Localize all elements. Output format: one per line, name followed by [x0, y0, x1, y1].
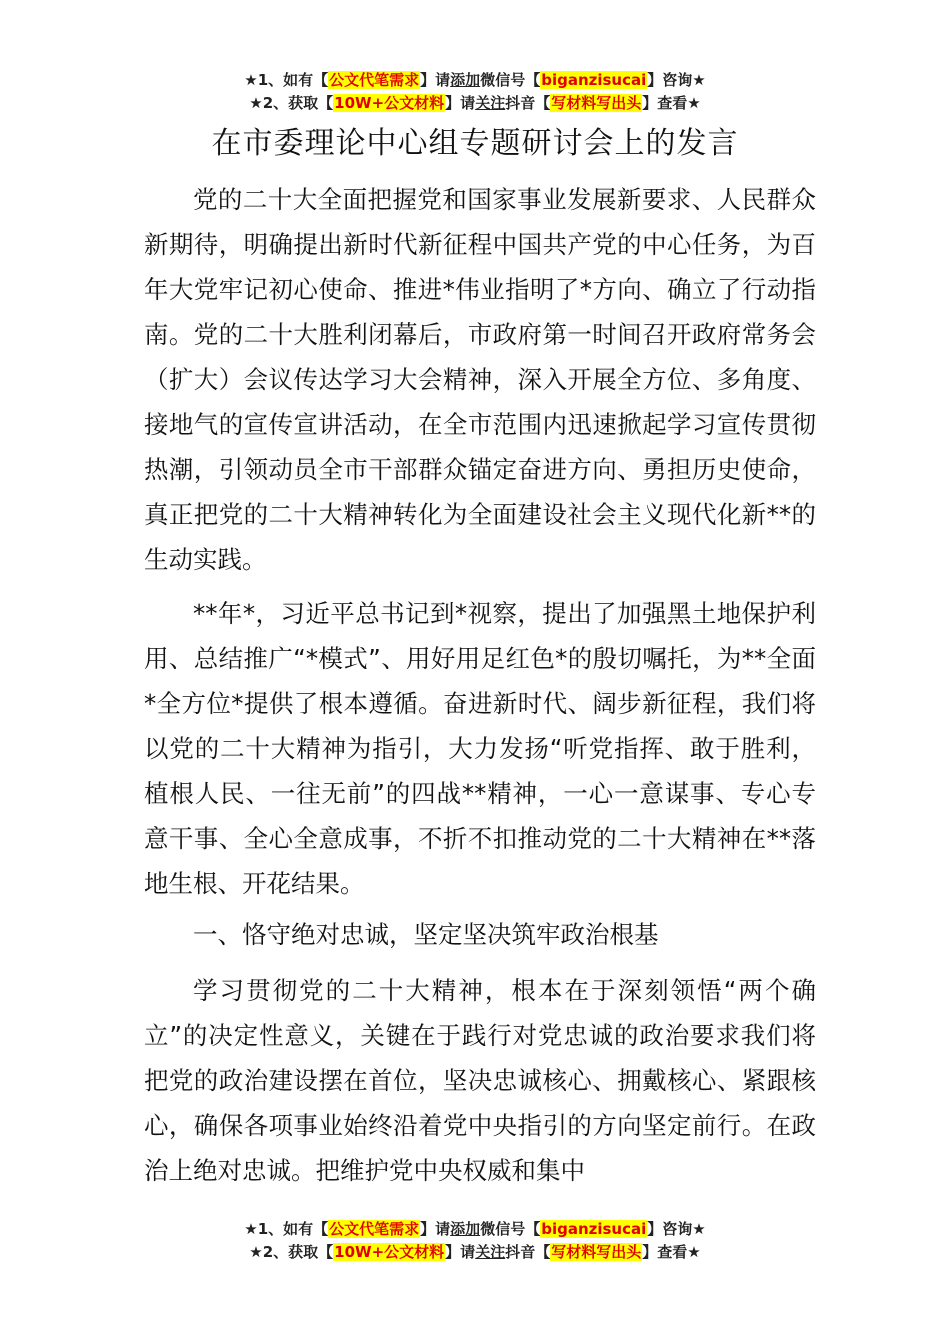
promo-text: 】咨询	[647, 71, 693, 89]
star-icon: ★	[249, 94, 263, 112]
promo-highlight: 写材料写出头	[551, 94, 642, 112]
promo-text: 】咨询	[647, 1220, 693, 1238]
promo-text: 】查看	[642, 1243, 688, 1261]
promo-highlight: 公文代笔需求	[329, 1220, 420, 1238]
promo-text: 】查看	[642, 94, 688, 112]
promo-text: 】请	[420, 71, 451, 89]
paragraph: **年*，习近平总书记到*视察，提出了加强黑土地保护利用、总结推广“*模式”、用好用足红色*的殷切嘱托，为**全面*全方位*提供了根本遵循。奋进新时代、阔步新征程，我们将以党的二十大精神为指引，大力发扬“听党指挥、敢于胜利，植根人民、一往无前”的四战**精神，一心一意谋事、专心专意干事、全心全意成事，不折不扣推动党的二十大精神在**落地生根、开花结果。	[144, 599, 816, 898]
promo-text: 】请	[445, 94, 476, 112]
promo-banner-bottom	[0, 1218, 950, 1264]
star-icon: ★	[692, 71, 706, 89]
promo-highlight: biganzisucai	[541, 1220, 647, 1238]
promo-text: 1、如有【	[257, 71, 329, 89]
promo-line-1	[0, 1218, 950, 1241]
star-icon: ★	[244, 71, 258, 89]
section-heading: 一、恪守绝对忠诚，坚定坚决筑牢政治根基	[193, 920, 659, 949]
promo-highlight: 公文代笔需求	[329, 71, 420, 89]
promo-text: 1、如有【	[257, 1220, 329, 1238]
star-icon: ★	[244, 1220, 258, 1238]
paragraph: 党的二十大全面把握党和国家事业发展新要求、人民群众新期待，明确提出新时代新征程中国共产党的中心任务，为百年大党牢记初心使命、推进*伟业指明了*方向、确立了行动指南。党的二十大胜利闭幕后，市政府第一时间召开政府常务会（扩大）会议传达学习大会精神，深入开展全方位、多角度、接地气的宣传宣讲活动，在全市范围内迅速掀起学习宣传贯彻热潮，引领动员全市干部群众锚定奋进方向、勇担历史使命，真正把党的二十大精神转化为全面建设社会主义现代化新**的生动实践。	[144, 185, 816, 574]
promo-banner-top	[0, 69, 950, 115]
promo-text: 抖音【	[505, 94, 551, 112]
star-icon: ★	[249, 1243, 263, 1261]
promo-text: 微信号【	[480, 71, 541, 89]
promo-line-2	[0, 1241, 950, 1264]
promo-highlight: 10W+公文材料	[334, 1243, 445, 1261]
star-icon: ★	[687, 1243, 701, 1261]
promo-line-1	[0, 69, 950, 92]
promo-text: 2、获取【	[262, 94, 334, 112]
star-icon: ★	[692, 1220, 706, 1238]
promo-underline: 关注	[475, 1243, 506, 1261]
promo-text: 】请	[445, 1243, 476, 1261]
promo-text: 抖音【	[505, 1243, 551, 1261]
document-body	[144, 177, 816, 1193]
document-title: 在市委理论中心组专题研讨会上的发言	[211, 126, 739, 161]
promo-highlight: 写材料写出头	[551, 1243, 642, 1261]
promo-text: 微信号【	[480, 1220, 541, 1238]
star-icon: ★	[687, 94, 701, 112]
promo-line-2	[0, 92, 950, 115]
promo-underline: 添加	[450, 1220, 481, 1238]
promo-text: 2、获取【	[262, 1243, 334, 1261]
promo-highlight: biganzisucai	[541, 71, 647, 89]
promo-highlight: 10W+公文材料	[334, 94, 445, 112]
promo-text: 】请	[420, 1220, 451, 1238]
promo-underline: 关注	[475, 94, 506, 112]
paragraph: 学习贯彻党的二十大精神，根本在于深刻领悟“两个确立”的决定性意义，关键在于践行对党忠诚的政治要求我们将把党的政治建设摆在首位，坚决忠诚核心、拥戴核心、紧跟核心，确保各项事业始终沿着党中央指引的方向坚定前行。在政治上绝对忠诚。把维护党中央权威和集中	[144, 976, 816, 1185]
promo-underline: 添加	[450, 71, 481, 89]
